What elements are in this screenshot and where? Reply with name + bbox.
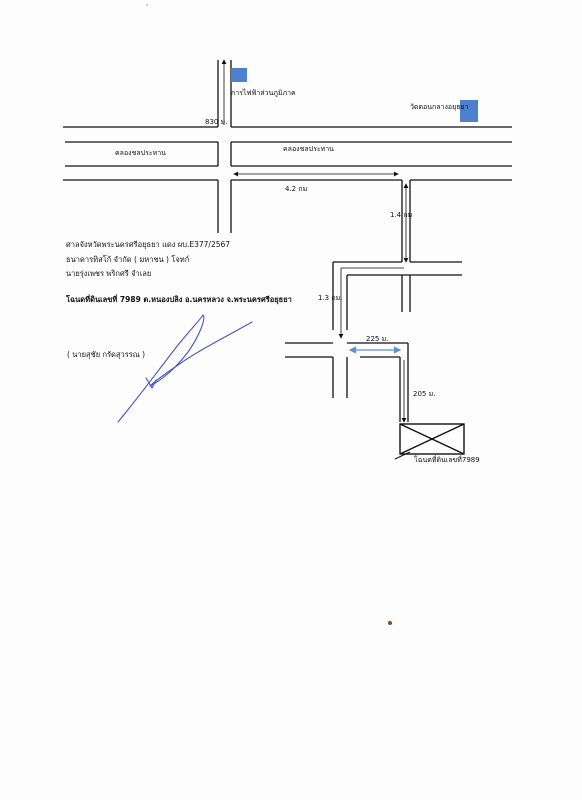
electricity-office-label: การไฟฟ้าส่วนภูมิภาค xyxy=(231,89,296,97)
court-case-line: ศาลจังหวัดพระนครศรีอยุธยา แดง ผบ.E377/2567 xyxy=(66,240,231,249)
plot-label: โฉนดที่ดินเลขที่7989 xyxy=(414,456,480,464)
distance-canal-label: 4.2 กม xyxy=(285,185,308,193)
temple-label: วัดดอนกลางอยุธยา xyxy=(410,103,469,111)
plaintiff-line: ธนาคารทิสโก้ จำกัด ( มหาชน ) โจทก์ xyxy=(66,255,190,264)
signature xyxy=(118,315,252,422)
distance-225-label: 225 ม. xyxy=(366,335,389,343)
branch-road-2 xyxy=(285,343,408,422)
deed-line: โฉนดที่ดินเลขที่ 7989 ต.หนองปลิง อ.นครหลวง จ.พระนครศรีอยุธยา xyxy=(66,295,292,304)
distance-205-label: 205 ม. xyxy=(413,390,436,398)
distance-branch-2-label: 1.3 กม. xyxy=(318,294,343,302)
canal-road-label-left: คลองชลประทาน xyxy=(115,149,166,157)
land-plot xyxy=(395,424,464,459)
signer-name: ( นายสุชัย กรัดสุวรรณ ) xyxy=(67,350,146,359)
scan-speck xyxy=(388,621,392,625)
distance-north-label: 830 ม. xyxy=(205,118,228,126)
scan-speck xyxy=(146,4,148,6)
defendant-line: นายรุ่งเพชร พริกศรี จำเลย xyxy=(66,269,152,278)
north-road xyxy=(218,60,231,233)
electricity-office-marker xyxy=(231,68,247,82)
canal-road-label-right: คลองชลประทาน xyxy=(283,145,334,153)
branch-road-1 xyxy=(333,180,462,330)
distance-arrow-branch-2 xyxy=(341,268,404,338)
distance-branch-1-label: 1.4 กม xyxy=(390,211,413,219)
